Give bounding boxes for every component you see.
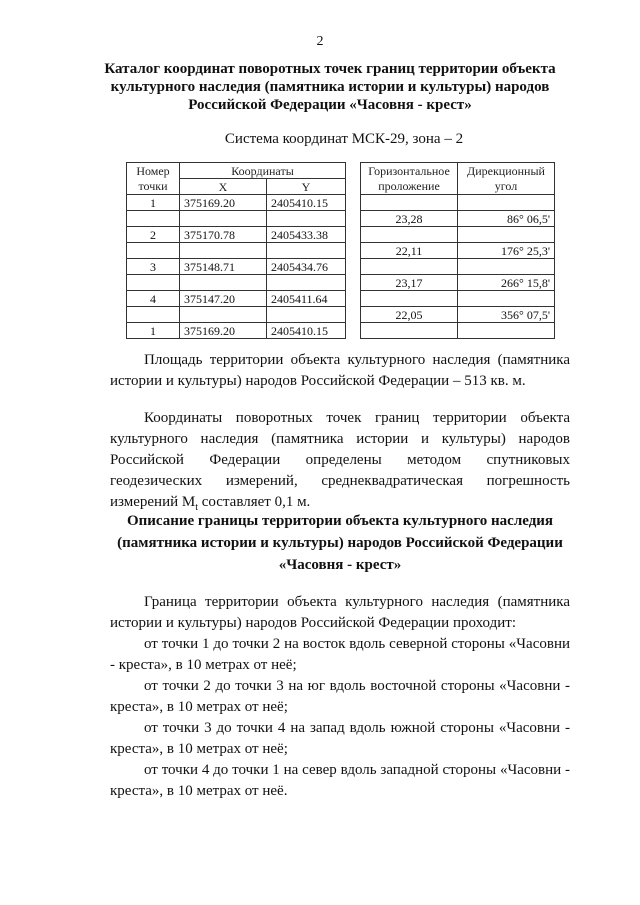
header-coordinates: Координаты [180,163,346,179]
table-body [127,195,555,339]
table-row [127,323,555,339]
empty-cell [180,275,267,291]
point-number: 3 [127,259,180,275]
empty-cell [458,323,555,339]
point-x: 375169.20 [180,195,267,211]
empty-cell [458,195,555,211]
empty-cell [180,307,267,323]
table-gap [346,195,361,211]
point-number: 4 [127,291,180,307]
table-gap [346,243,361,259]
table-row [127,275,555,291]
segment-length: 23,17 [361,275,458,291]
table-gap [346,275,361,291]
method-text: Координаты поворотных точек границ территории объекта культурного наследия (памятника истории и культуры) народов Российской Федерации определены методом спутниковых геодезических измерений, среднеквадратическая погрешность измерений $M_t$ составляет 0,1 м. [110,410,570,513]
boundary-item: от точки 1 до точки 2 на восток вдоль северной стороны «Часовни - креста», в 10 метрах от неё; [110,636,570,673]
method-paragraph [110,408,570,518]
table-gap [346,291,361,307]
empty-cell [267,307,346,323]
empty-cell [361,259,458,275]
point-y: 2405410.15 [267,323,346,339]
empty-cell [180,211,267,227]
table-row [127,211,555,227]
segment-length: 23,28 [361,211,458,227]
empty-cell [127,307,180,323]
segment-angle: 86° 06,5' [458,211,555,227]
table-row [127,243,555,259]
table-gap [346,227,361,243]
coordinate-system-label: Система координат МСК-29, зона – 2 [224,131,464,147]
table-header-row [127,179,555,195]
empty-cell [267,211,346,227]
point-x: 375148.71 [180,259,267,275]
empty-cell [127,243,180,259]
table-gap [346,323,361,339]
segment-angle: 266° 15,8' [458,275,555,291]
table-row [127,291,555,307]
empty-cell [267,243,346,259]
boundary-item: от точки 3 до точки 4 на запад вдоль южной стороны «Часовни - креста», в 10 метрах от неё; [110,720,570,757]
coordinates-table [126,162,555,339]
segment-length: 22,11 [361,243,458,259]
boundary-intro: Граница территории объекта культурного наследия (памятника истории и культуры) народов Российской Федерации проходит: [110,594,570,631]
segment-angle: 176° 25,3' [458,243,555,259]
empty-cell [458,227,555,243]
table-gap [346,163,361,195]
segment-length: 22,05 [361,307,458,323]
empty-cell [267,275,346,291]
catalog-title: Каталог координат поворотных точек границ территории объекта культурного наследия (памятника истории и культуры) народов Российской Федерации «Часовня - крест» [104,61,556,113]
boundary-item: от точки 4 до точки 1 на север вдоль западной стороны «Часовни - креста», в 10 метрах от неё. [110,762,570,799]
header-y: Y [267,179,346,195]
empty-cell [361,227,458,243]
point-x: 375170.78 [180,227,267,243]
table-row [127,227,555,243]
point-y: 2405434.76 [267,259,346,275]
point-number: 1 [127,195,180,211]
table-gap [346,211,361,227]
point-y: 2405411.64 [267,291,346,307]
table-row [127,259,555,275]
header-number: Номер [127,163,180,179]
page-number: 2 [316,34,324,49]
header-number-line2: точки [127,179,180,195]
description-title: Описание границы территории объекта культурного наследия (памятника истории и культуры) народов Российской Федерации «Часовня - крест» [117,513,563,573]
boundary-list [110,634,570,802]
header-horizontal: Горизонтальное [361,163,458,179]
point-y: 2405410.15 [267,195,346,211]
empty-cell [458,291,555,307]
point-x: 375169.20 [180,323,267,339]
empty-cell [361,291,458,307]
header-x: X [180,179,267,195]
table-row [127,307,555,323]
empty-cell [127,275,180,291]
empty-cell [458,259,555,275]
empty-cell [127,211,180,227]
header-horizontal-line2: проложение [361,179,458,195]
boundary-item: от точки 2 до точки 3 на юг вдоль восточной стороны «Часовни - креста», в 10 метрах от неё; [110,678,570,715]
header-direction: Дирекционный [458,163,555,179]
table-gap [346,307,361,323]
empty-cell [180,243,267,259]
table-gap [346,259,361,275]
header-direction-line2: угол [458,179,555,195]
area-paragraph: Площадь территории объекта культурного наследия (памятника истории и культуры) народов Российской Федерации – 513 кв. м. [110,352,570,389]
point-y: 2405433.38 [267,227,346,243]
point-number: 1 [127,323,180,339]
segment-angle: 356° 07,5' [458,307,555,323]
empty-cell [361,195,458,211]
empty-cell [361,323,458,339]
table-row [127,195,555,211]
point-x: 375147.20 [180,291,267,307]
point-number: 2 [127,227,180,243]
table-header-row [127,163,555,179]
